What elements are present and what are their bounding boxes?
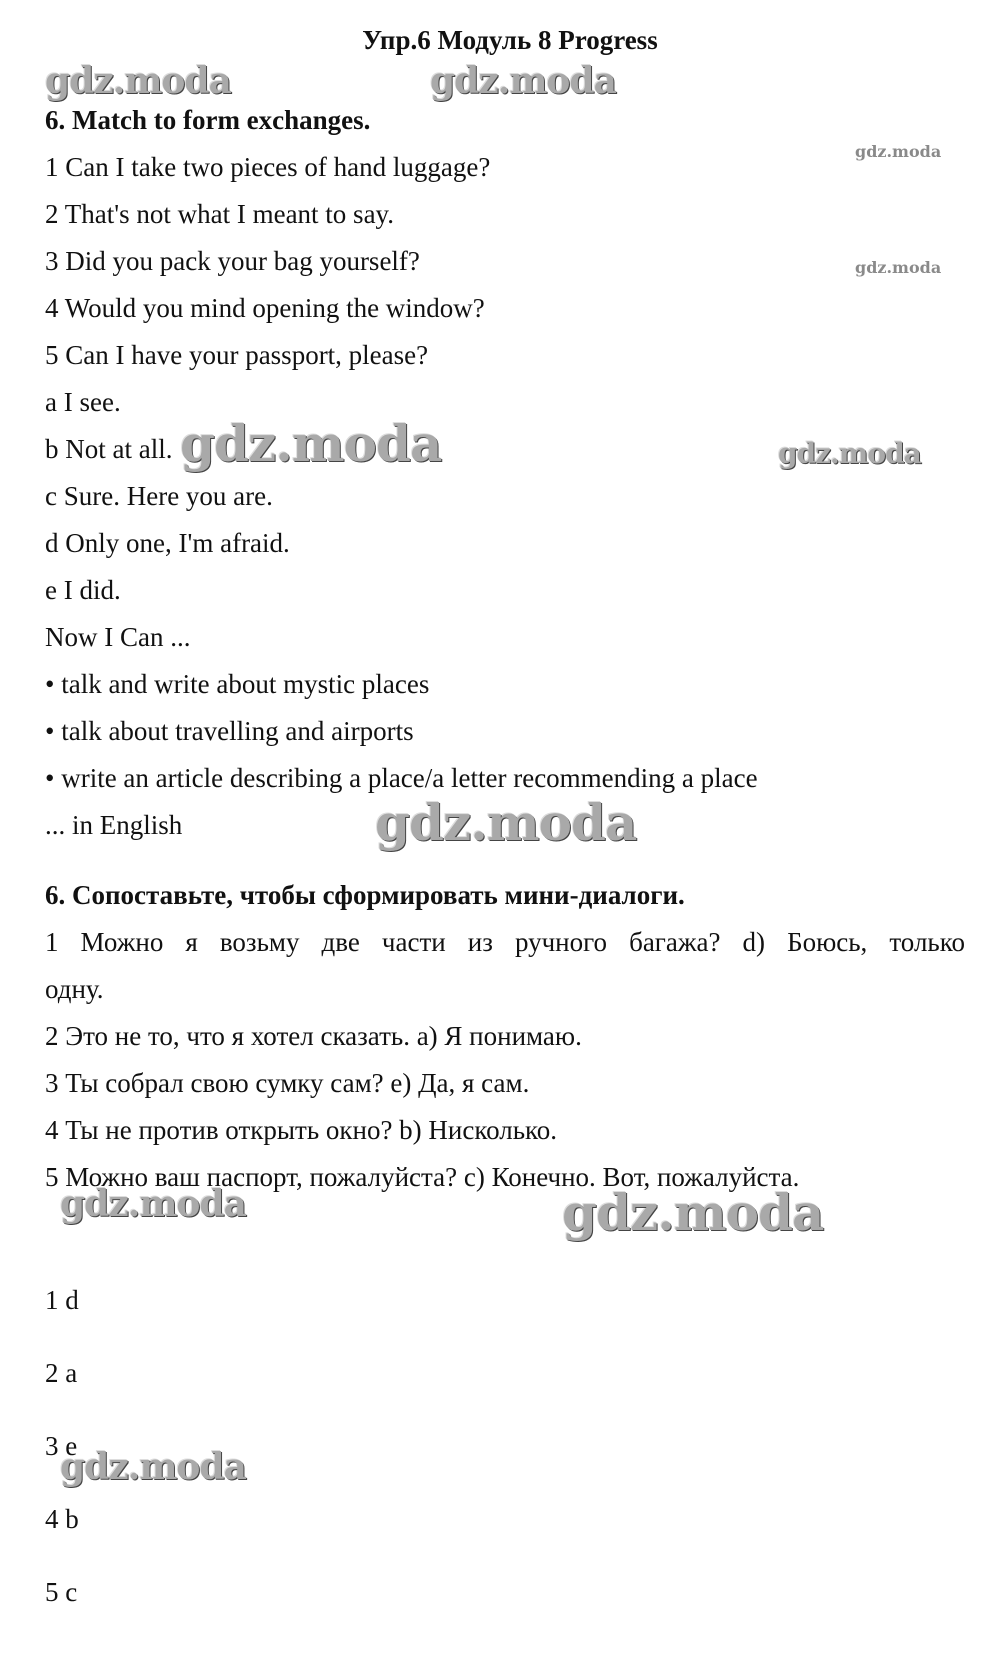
translation-line: 5 Можно ваш паспорт, пожалуйста? с) Конечно. Вот, пожалуйста.: [45, 1162, 800, 1192]
watermark: gdz.moda: [60, 1446, 246, 1488]
now-i-can-label: Now I Can ...: [45, 622, 191, 652]
exercise-heading: 6. Match to form exchanges.: [45, 105, 371, 135]
translation-line: 4 Ты не против открыть окно? b) Нисколько.: [45, 1115, 558, 1145]
question-item: 4 Would you mind opening the window?: [45, 293, 485, 323]
watermark: gdz.moda: [855, 258, 942, 277]
answer-key-item: 1 d: [45, 1285, 79, 1315]
bullet-item: • talk and write about mystic places: [45, 669, 430, 699]
answer-item: e I did.: [45, 575, 121, 605]
watermark: gdz.moda: [375, 793, 637, 852]
translation-line: 3 Ты собрал свою сумку сам? е) Да, я сам.: [45, 1068, 530, 1098]
translation-heading: 6. Сопоставьте, чтобы сформировать мини-диалоги.: [45, 880, 685, 910]
in-english-label: ... in English: [45, 810, 183, 840]
watermark: gdz.moda: [562, 1183, 824, 1242]
question-item: 3 Did you pack your bag yourself?: [45, 246, 420, 276]
bullet-item: • write an article describing a place/a letter recommending a place: [45, 763, 758, 793]
answer-item: d Only one, I'm afraid.: [45, 528, 290, 558]
watermark: gdz.moda: [60, 1183, 246, 1225]
watermark: gdz.moda: [430, 60, 616, 102]
translation-line: 2 Это не то, что я хотел сказать. а) Я понимаю.: [45, 1021, 582, 1051]
question-item: 5 Can I have your passport, please?: [45, 340, 429, 370]
watermark: gdz.moda: [855, 142, 942, 161]
answer-item: a I see.: [45, 387, 121, 417]
answer-key-item: 3 e: [45, 1431, 78, 1461]
watermark: gdz.moda: [180, 414, 442, 473]
translation-line: 1 Можно я возьму две части из ручного багажа? d) Боюсь, только: [45, 927, 965, 957]
watermark: gdz.moda: [45, 60, 231, 102]
question-item: 2 That's not what I meant to say.: [45, 199, 395, 229]
bullet-item: • talk about travelling and airports: [45, 716, 414, 746]
watermark: gdz.moda: [778, 437, 921, 470]
translation-line: одну.: [45, 974, 104, 1004]
answer-key-item: 2 a: [45, 1358, 78, 1388]
page-title: Упр.6 Модуль 8 Progress: [362, 25, 658, 55]
answer-key-item: 4 b: [45, 1504, 79, 1534]
answer-item: c Sure. Here you are.: [45, 481, 273, 511]
question-item: 1 Can I take two pieces of hand luggage?: [45, 152, 491, 182]
answer-item: b Not at all.: [45, 434, 173, 464]
answer-key-item: 5 c: [45, 1577, 78, 1607]
